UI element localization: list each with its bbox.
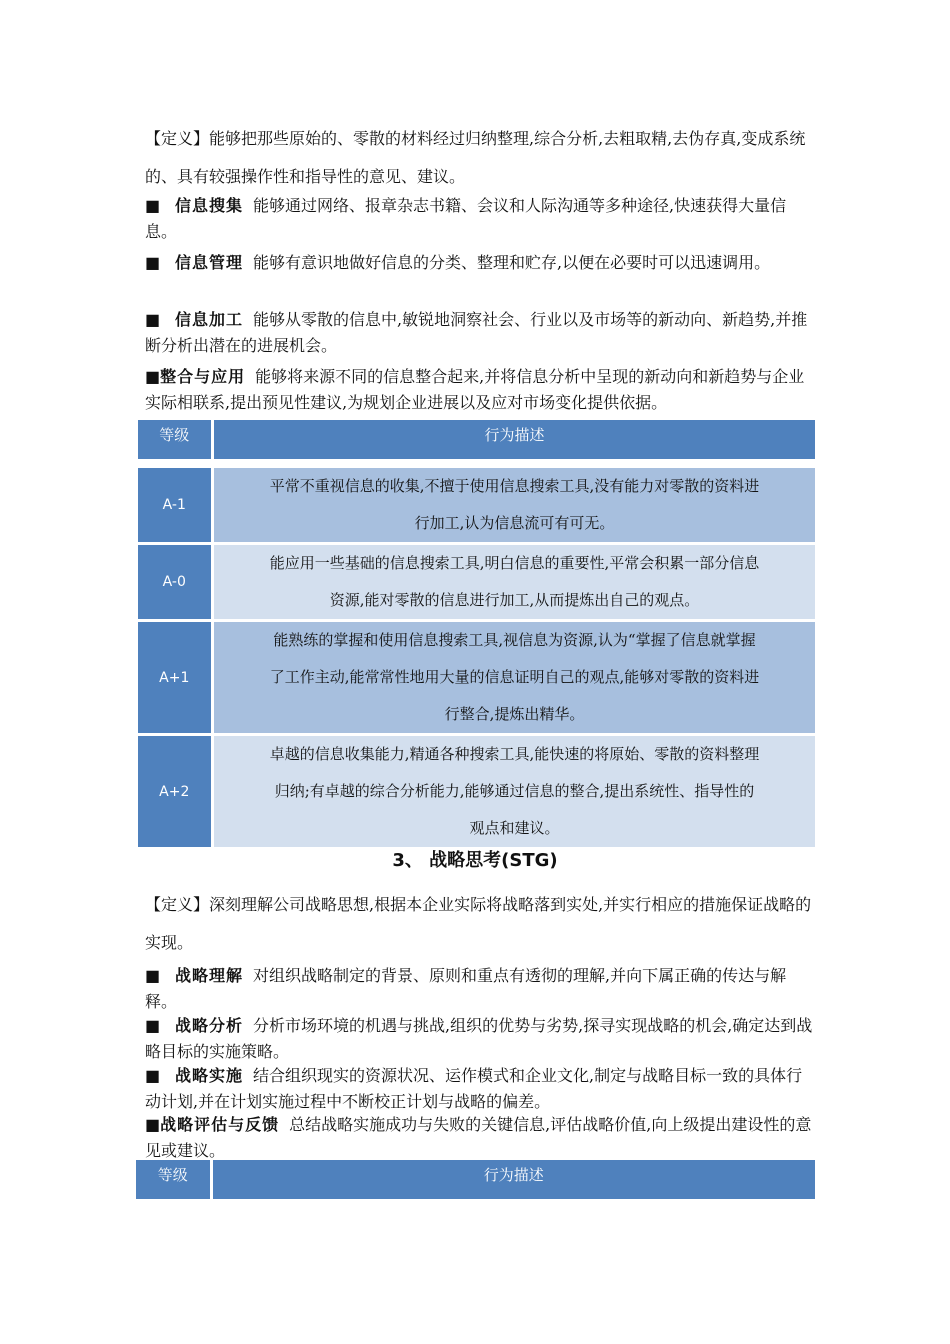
- item-text: 能够将来源不同的信息整合起来,并将信息分析中呈现的新动向和新趋势与企业实际相联系,提出预见性建议,为规划企业进展以及应对市场变化提供依据。: [145, 367, 805, 412]
- grade-cell: A-1: [138, 467, 213, 544]
- list-item: [145, 364, 815, 416]
- item-term: 战略分析: [175, 1016, 244, 1035]
- item-text: 对组织战略制定的背景、原则和重点有透彻的理解,并向下属正确的传达与解释。: [145, 966, 787, 1011]
- list-item: [145, 963, 815, 1015]
- list-item: [145, 1013, 815, 1065]
- desc-line: 能熟练的掌握和使用信息搜索工具,视信息为资源,认为“掌握了信息就掌握: [273, 631, 756, 649]
- desc-line: 归纳;有卓越的综合分析能力,能够通过信息的整合,提出系统性、指导性的: [274, 782, 755, 800]
- table-row: [138, 735, 816, 848]
- definition-paragraph: 【定义】能够把那些原始的、零散的材料经过归纳整理,综合分析,去粗取精,去伪存真,变成系统的、具有较强操作性和指导性的意见、建议。: [145, 129, 806, 186]
- list-item: [145, 193, 815, 245]
- description-cell: [213, 467, 816, 544]
- item-text: 结合组织现实的资源状况、运作模式和企业文化,制定与战略目标一致的具体行动计划,并在计划实施过程中不断校正计划与战略的偏差。: [145, 1066, 803, 1111]
- bullet-square: ■: [145, 310, 161, 329]
- description-cell: [213, 735, 816, 848]
- grade-table: [136, 420, 815, 847]
- desc-line: 卓越的信息收集能力,精通各种搜索工具,能快速的将原始、零散的资料整理: [269, 745, 760, 763]
- table-row: [138, 467, 816, 544]
- table-row: [138, 544, 816, 621]
- table-header-row: [138, 420, 816, 461]
- definition-paragraph: 【定义】深刻理解公司战略思想,根据本企业实际将战略落到实处,并实行相应的措施保证战略的实现。: [145, 895, 812, 952]
- desc-line: 行加工,认为信息流可有可无。: [414, 514, 615, 532]
- grade-table: [136, 1160, 815, 1199]
- bullet-square: ■: [145, 367, 161, 386]
- bullet-square: ■: [145, 1066, 161, 1085]
- desc-line: 平常不重视信息的收集,不擅于使用信息搜索工具,没有能力对零散的资料进: [269, 477, 760, 495]
- header-desc: 行为描述: [213, 420, 816, 461]
- item-term: 信息搜集: [175, 196, 244, 215]
- item-text: 能够通过网络、报章杂志书籍、会议和人际沟通等多种途径,快速获得大量信息。: [145, 196, 787, 241]
- grade-cell: A+1: [138, 621, 213, 735]
- item-term: 战略实施: [175, 1066, 244, 1085]
- description-cell: [213, 621, 816, 735]
- description-cell: [213, 544, 816, 621]
- desc-line: 资源,能对零散的信息进行加工,从而提炼出自己的观点。: [329, 591, 700, 609]
- header-desc: 行为描述: [211, 1160, 815, 1199]
- item-term: 信息管理: [175, 253, 244, 272]
- table-header-row: [136, 1160, 815, 1199]
- list-item: [145, 307, 815, 359]
- item-term: 战略评估与反馈: [160, 1115, 280, 1134]
- desc-line: 观点和建议。: [469, 819, 560, 837]
- bullet-square: ■: [145, 1016, 161, 1035]
- list-item: [145, 1063, 815, 1115]
- item-text: 能够有意识地做好信息的分类、整理和贮存,以便在必要时可以迅速调用。: [253, 253, 771, 272]
- header-grade: 等级: [138, 420, 213, 461]
- desc-line: 了工作主动,能常常性地用大量的信息证明自己的观点,能够对零散的资料进: [269, 668, 760, 686]
- item-term: 信息加工: [175, 310, 244, 329]
- desc-line: 行整合,提炼出精华。: [444, 705, 585, 723]
- list-item: [145, 1112, 815, 1164]
- item-term: 战略理解: [175, 966, 244, 985]
- bullet-square: ■: [145, 253, 161, 272]
- grade-cell: A+2: [138, 735, 213, 848]
- item-text: 总结战略实施成功与失败的关键信息,评估战略价值,向上级提出建设性的意见或建议。: [145, 1115, 812, 1160]
- bullet-square: ■: [145, 1115, 161, 1134]
- desc-line: 能应用一些基础的信息搜索工具,明白信息的重要性,平常会积累一部分信息: [269, 554, 760, 572]
- list-item: [145, 250, 815, 276]
- item-text: 分析市场环境的机遇与挑战,组织的优势与劣势,探寻实现战略的机会,确定达到战略目标的实施策略。: [145, 1016, 813, 1061]
- item-text: 能够从零散的信息中,敏锐地洞察社会、行业以及市场等的新动向、新趋势,并推断分析出潜在的进展机会。: [145, 310, 808, 355]
- header-grade: 等级: [136, 1160, 211, 1199]
- item-term: 整合与应用: [160, 367, 246, 386]
- table-row: [138, 621, 816, 735]
- section-heading: 3、 战略思考(STG): [392, 850, 558, 871]
- bullet-square: ■: [145, 196, 161, 215]
- bullet-square: ■: [145, 966, 161, 985]
- grade-cell: A-0: [138, 544, 213, 621]
